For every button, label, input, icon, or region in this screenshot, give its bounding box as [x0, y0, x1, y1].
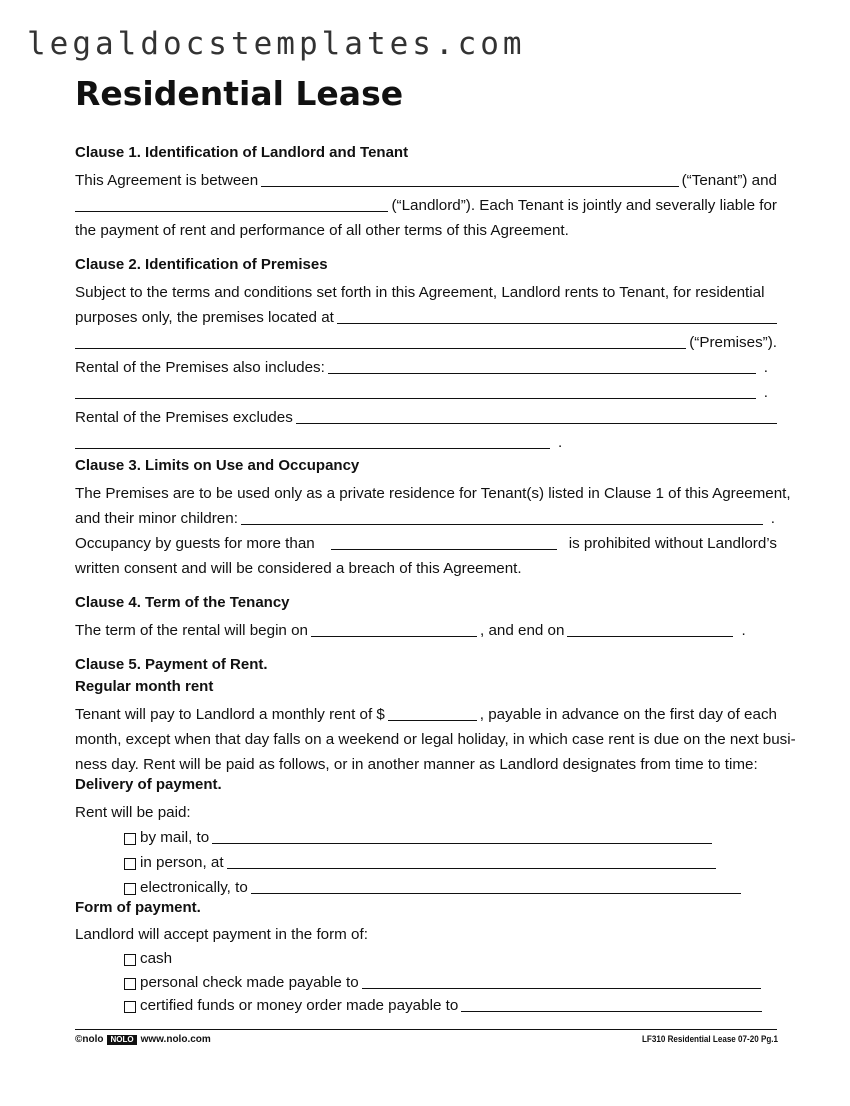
clause-3-line-3 — [75, 528, 777, 553]
footer-divider — [75, 1029, 777, 1030]
text: and their minor children: — [75, 510, 238, 527]
clause-1-line-1 — [75, 165, 777, 190]
clause-2-line-5 — [75, 377, 777, 402]
clause-3-heading: Clause 3. Limits on Use and Occupancy — [75, 457, 360, 474]
check-payee-field[interactable] — [362, 974, 761, 989]
text: purposes only, the premises located at — [75, 309, 334, 326]
clause-5-line-2 — [75, 724, 796, 749]
regular-rent-subheading: Regular month rent — [75, 678, 214, 695]
text: by mail, to — [140, 829, 210, 846]
text: This Agreement is between — [75, 172, 259, 189]
text: . — [558, 434, 563, 451]
text: electronically, to — [140, 879, 248, 896]
text: cash — [140, 950, 173, 967]
accept-label — [75, 919, 777, 944]
text: ness day. Rent will be paid as follows, or in another manner as Landlord designates from time to time: — [75, 756, 758, 773]
text: The term of the rental will begin on — [75, 622, 308, 639]
option-certified — [124, 990, 762, 1015]
delivery-subheading: Delivery of payment. — [75, 776, 222, 793]
text: month, except when that day falls on a weekend or legal holiday, in which case rent is due on the next busi- — [75, 731, 796, 748]
mail-address-field[interactable] — [212, 829, 712, 844]
text: , payable in advance on the first day of each — [479, 706, 777, 723]
premises-address-field[interactable] — [337, 309, 777, 324]
text: . — [741, 622, 746, 639]
text: certified funds or money order made payable to — [140, 997, 459, 1014]
option-check — [124, 967, 761, 992]
person-location-field[interactable] — [227, 854, 716, 869]
mail-checkbox[interactable] — [124, 833, 136, 845]
copyright: ©nolo — [75, 1034, 104, 1045]
clause-2-line-6 — [75, 402, 777, 427]
clause-5-line-3 — [75, 749, 777, 774]
includes-field[interactable] — [328, 359, 756, 374]
text: Occupancy by guests for more than — [75, 535, 315, 552]
clause-2-heading: Clause 2. Identification of Premises — [75, 256, 328, 273]
electronic-checkbox[interactable] — [124, 883, 136, 895]
text: . — [763, 359, 768, 376]
clause-3-line-1 — [75, 478, 791, 503]
footer-left — [75, 1034, 211, 1045]
clause-5-heading: Clause 5. Payment of Rent. — [75, 656, 268, 673]
form-of-payment-subheading: Form of payment. — [75, 899, 201, 916]
text: Rental of the Premises excludes — [75, 409, 293, 426]
person-checkbox[interactable] — [124, 858, 136, 870]
footer-url[interactable]: www.nolo.com — [140, 1034, 211, 1045]
text: , and end on — [480, 622, 565, 639]
text: The Premises are to be used only as a private residence for Tenant(s) listed in Clause 1 of this Agreement, — [75, 485, 791, 502]
clause-1-line-3 — [75, 215, 777, 240]
text: is prohibited without Landlord’s — [568, 535, 777, 552]
text: personal check made payable to — [140, 974, 359, 991]
clause-4-heading: Clause 4. Term of the Tenancy — [75, 594, 290, 611]
end-date-field[interactable] — [567, 622, 733, 637]
landlord-name-field[interactable] — [75, 197, 388, 212]
clause-2-line-3 — [75, 327, 777, 352]
tenant-name-field[interactable] — [261, 172, 678, 187]
check-checkbox[interactable] — [124, 978, 136, 990]
form-id: LF310 Residential Lease 07-20 Pg.1 — [642, 1034, 778, 1045]
text: in person, at — [140, 854, 224, 871]
premises-address-field-2[interactable] — [75, 334, 686, 349]
includes-field-2[interactable] — [75, 384, 756, 399]
clause-4-line-1 — [75, 615, 777, 640]
monthly-rent-field[interactable] — [388, 706, 477, 721]
text: Rent will be paid: — [75, 804, 191, 821]
page-title: Residential Lease — [75, 74, 404, 113]
text: (“Landlord”). Each Tenant is jointly and severally liable for — [391, 197, 777, 214]
text: the payment of rent and performance of all other terms of this Agreement. — [75, 222, 569, 239]
text: Rental of the Premises also includes: — [75, 359, 325, 376]
guest-days-field[interactable] — [331, 535, 557, 550]
option-person — [124, 847, 716, 872]
excludes-field[interactable] — [296, 409, 777, 424]
nolo-logo: NOLO — [107, 1035, 136, 1045]
cash-checkbox[interactable] — [124, 954, 136, 966]
certified-checkbox[interactable] — [124, 1001, 136, 1013]
clause-2-line-4 — [75, 352, 777, 377]
clause-3-line-4 — [75, 553, 777, 578]
text: (“Premises”). — [689, 334, 777, 351]
start-date-field[interactable] — [311, 622, 477, 637]
site-watermark: legaldocstemplates.com — [27, 26, 526, 62]
option-cash — [124, 943, 324, 968]
clause-2-line-7 — [75, 427, 777, 452]
minor-children-field[interactable] — [241, 510, 763, 525]
clause-1-heading: Clause 1. Identification of Landlord and Tenant — [75, 144, 409, 161]
clause-3-line-2 — [75, 503, 777, 528]
electronic-account-field[interactable] — [251, 879, 741, 894]
text: written consent and will be considered a breach of this Agreement. — [75, 560, 522, 577]
text: Subject to the terms and conditions set forth in this Agreement, Landlord rents to Tenant, for residential — [75, 284, 765, 301]
rent-paid-label — [75, 797, 777, 822]
clause-5-line-1 — [75, 699, 777, 724]
text: . — [763, 384, 768, 401]
text: . — [770, 510, 775, 527]
text: Landlord will accept payment in the form of: — [75, 926, 368, 943]
clause-2-line-2 — [75, 302, 777, 327]
clause-1-line-2 — [75, 190, 777, 215]
excludes-field-2[interactable] — [75, 434, 550, 449]
option-mail — [124, 822, 712, 847]
text: (“Tenant”) and — [681, 172, 777, 189]
text: Tenant will pay to Landlord a monthly rent of $ — [75, 706, 385, 723]
clause-2-line-1 — [75, 277, 777, 302]
option-electronic — [124, 872, 741, 897]
certified-payee-field[interactable] — [461, 997, 762, 1012]
